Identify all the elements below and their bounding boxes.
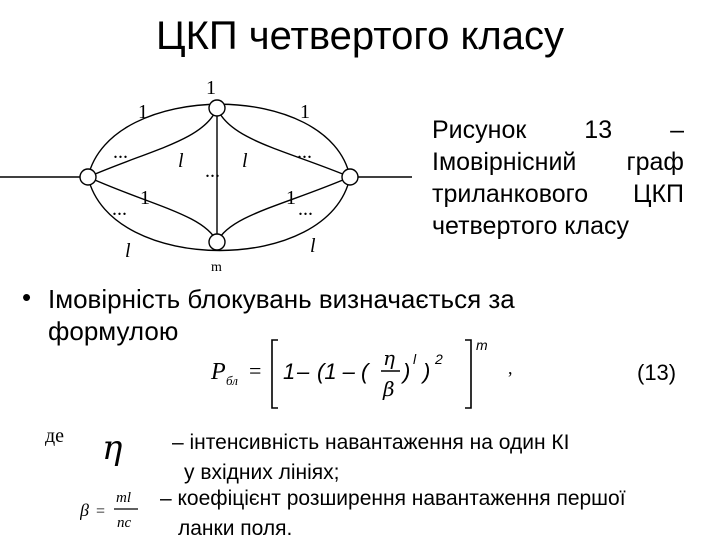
dots-lower-right: ... <box>298 198 313 220</box>
bullet-symbol: • <box>22 282 32 312</box>
dots-upper-left: ... <box>113 141 128 163</box>
caption-line: Рисунок 13 – <box>432 116 684 144</box>
beta-definition-formula <box>80 485 150 535</box>
formula-minus: – <box>297 359 310 384</box>
label-inner-right-lower: 1 <box>286 187 296 209</box>
node-right <box>342 169 358 185</box>
where-label: де <box>45 425 65 447</box>
formula-exp-m: m <box>476 337 488 353</box>
label-upper-left: 1 <box>138 101 148 123</box>
formula-eta: η <box>383 346 395 370</box>
formula-inner-open: (1 – ( <box>317 359 369 384</box>
label-top: 1 <box>206 77 216 99</box>
label-inner-left-lower: 1 <box>140 187 150 209</box>
node-left <box>80 169 96 185</box>
formula-close-2: ) <box>423 359 431 384</box>
caption-line: четвертого класу <box>432 212 630 240</box>
label-inner-right-upper: l <box>242 150 248 172</box>
node-top <box>209 100 225 116</box>
caption-line: триланкового ЦКП <box>432 180 684 208</box>
label-upper-right: 1 <box>300 101 310 123</box>
probability-graph <box>0 70 420 280</box>
formula-beta: β <box>383 377 395 401</box>
beta-equals: = <box>96 503 106 520</box>
definition-line: у вхідних лініях; <box>184 461 340 484</box>
formula-one: 1 <box>283 359 296 384</box>
dots-lower-left: ... <box>112 198 127 220</box>
definition-line: – коефіцієнт розширення навантаження першої <box>160 487 626 510</box>
formula-close-1: ) <box>403 359 411 384</box>
figure-caption <box>432 114 684 242</box>
eta-definition <box>172 428 569 488</box>
dots-upper-right: ... <box>297 141 312 163</box>
label-bottom: m <box>211 260 222 275</box>
blocking-formula <box>205 334 495 414</box>
definition-line: ланки поля. <box>178 517 293 540</box>
dots-center: ... <box>205 160 220 182</box>
beta-denominator: nc <box>117 515 132 531</box>
eta-symbol: η <box>102 428 123 468</box>
equation-number: (13) <box>637 360 677 385</box>
formula-exp-l: l <box>413 351 417 367</box>
bullet-line: Імовірність блокувань визначається за <box>48 284 515 314</box>
formula-p: P <box>211 359 226 385</box>
label-lower-left: l <box>125 240 131 262</box>
label-lower-right: l <box>310 235 316 257</box>
node-bottom <box>209 234 225 250</box>
bracket-left <box>272 340 278 408</box>
definition-line: – інтенсивність навантаження на один КІ <box>172 431 570 454</box>
bracket-right <box>465 340 471 408</box>
label-inner-left-upper: l <box>178 150 184 172</box>
formula-equals: = <box>249 358 262 383</box>
beta-definition <box>160 484 626 544</box>
formula-p-sub: бл <box>226 373 238 388</box>
beta-numerator: ml <box>116 490 131 506</box>
formula-comma: , <box>508 358 513 378</box>
beta-symbol: β <box>80 500 89 520</box>
caption-line: Імовірнісний граф <box>432 148 684 176</box>
formula-exp-2: 2 <box>435 351 443 367</box>
bullet-line: формулою <box>48 316 179 346</box>
page-title: ЦКП четвертого класу <box>156 14 564 58</box>
